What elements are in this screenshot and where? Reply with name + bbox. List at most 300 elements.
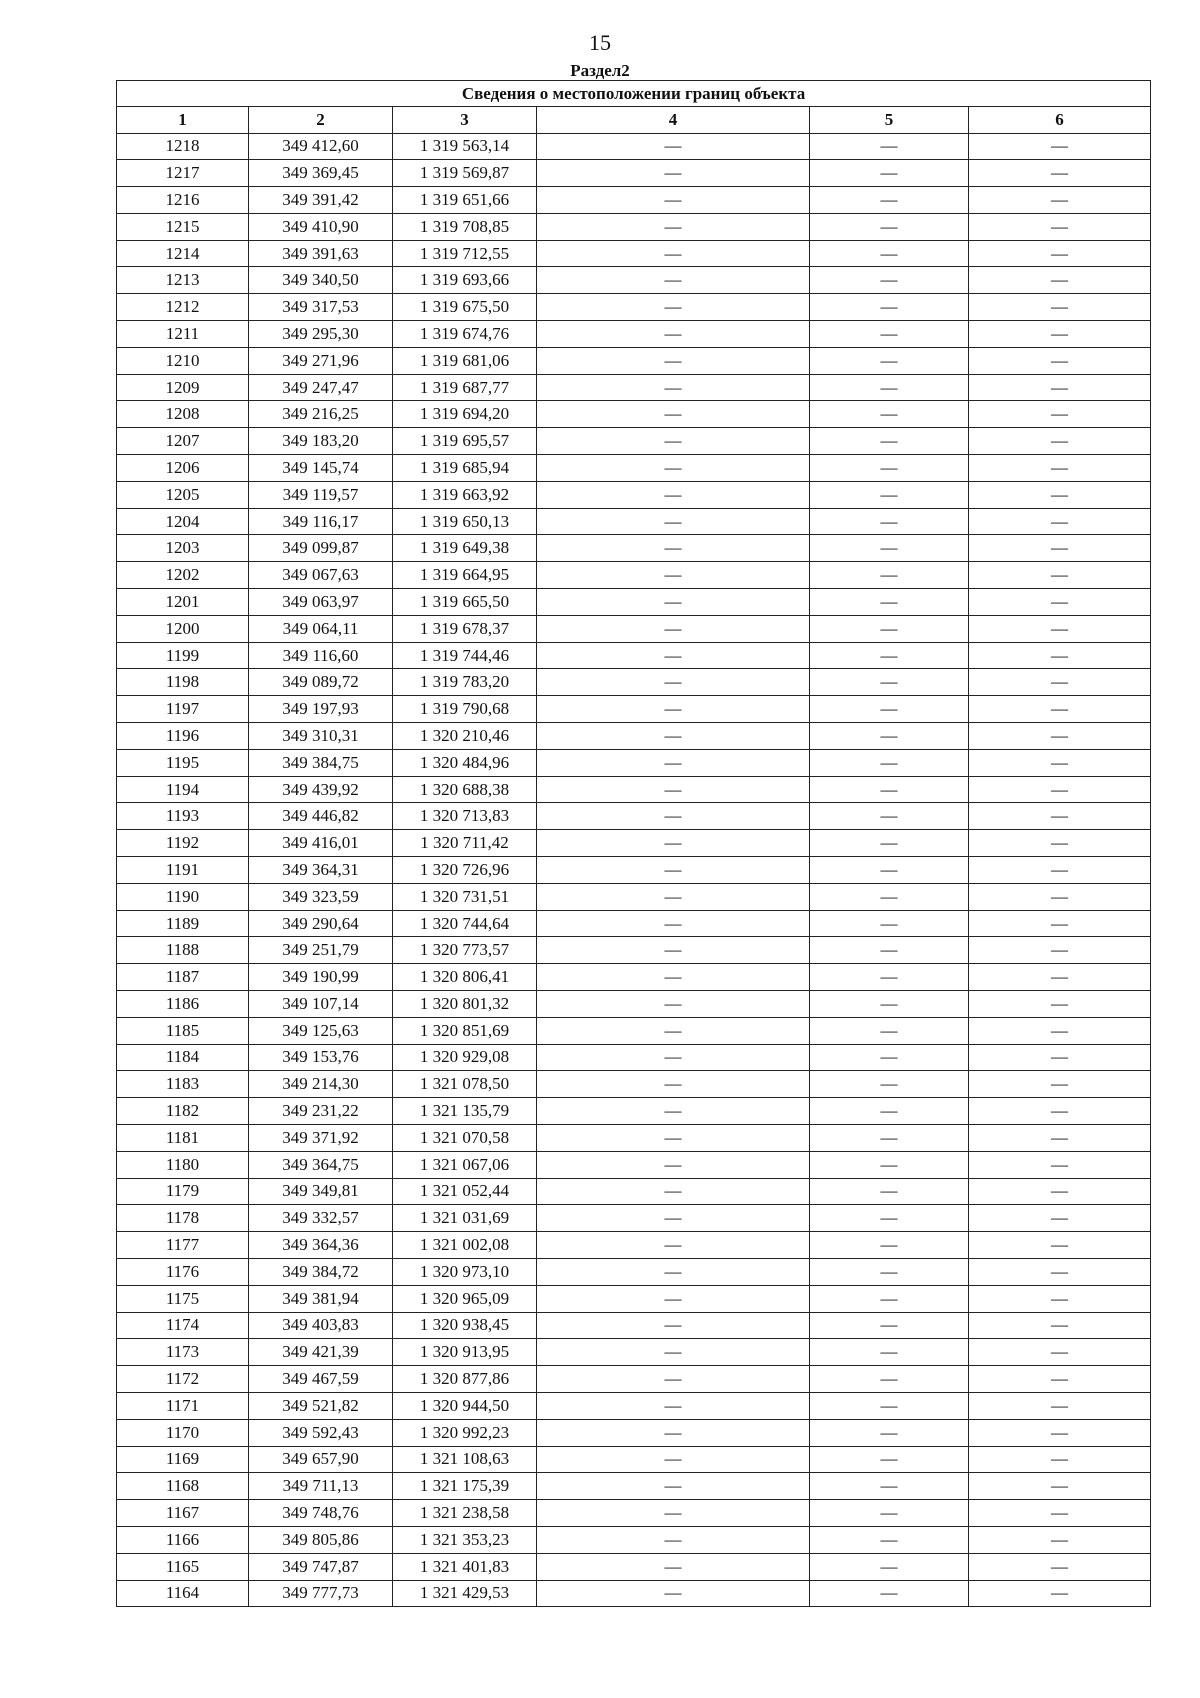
coordinate-x-cell: 349 467,59	[249, 1366, 393, 1393]
coordinate-x-cell: 349 349,81	[249, 1178, 393, 1205]
column-5-value-cell: —	[810, 481, 969, 508]
table-row	[117, 321, 1151, 348]
column-4-value-cell: —	[537, 1312, 810, 1339]
column-4-value-cell: —	[537, 1580, 810, 1607]
page-number: 15	[589, 30, 611, 55]
column-6-value-cell: —	[969, 1312, 1151, 1339]
coordinate-y-cell: 1 320 484,96	[393, 749, 537, 776]
table-row	[117, 589, 1151, 616]
column-4-value-cell: —	[537, 589, 810, 616]
column-5-value-cell: —	[810, 1312, 969, 1339]
column-6-value-cell: —	[969, 857, 1151, 884]
column-5-value-cell: —	[810, 723, 969, 750]
column-4-value-cell: —	[537, 1339, 810, 1366]
table-row	[117, 374, 1151, 401]
column-6-value-cell: —	[969, 160, 1151, 187]
coordinate-y-cell: 1 321 135,79	[393, 1098, 537, 1125]
column-4-value-cell: —	[537, 857, 810, 884]
column-5-value-cell: —	[810, 1392, 969, 1419]
point-number-cell: 1177	[117, 1232, 249, 1259]
coordinate-x-cell: 349 251,79	[249, 937, 393, 964]
coordinate-y-cell: 1 319 694,20	[393, 401, 537, 428]
column-6-value-cell: —	[969, 508, 1151, 535]
table-row	[117, 1232, 1151, 1259]
coordinate-x-cell: 349 421,39	[249, 1339, 393, 1366]
point-number-cell: 1198	[117, 669, 249, 696]
coordinate-x-cell: 349 153,76	[249, 1044, 393, 1071]
column-5-value-cell: —	[810, 857, 969, 884]
column-4-value-cell: —	[537, 455, 810, 482]
table-row	[117, 1071, 1151, 1098]
column-5-value-cell: —	[810, 160, 969, 187]
column-6-value-cell: —	[969, 267, 1151, 294]
column-4-value-cell: —	[537, 1473, 810, 1500]
table-row	[117, 803, 1151, 830]
table-row	[117, 1151, 1151, 1178]
coordinate-x-cell: 349 384,75	[249, 749, 393, 776]
coordinate-x-cell: 349 125,63	[249, 1017, 393, 1044]
coordinate-y-cell: 1 320 210,46	[393, 723, 537, 750]
column-4-value-cell: —	[537, 187, 810, 214]
point-number-cell: 1215	[117, 213, 249, 240]
column-header-3: 3	[393, 107, 537, 134]
point-number-cell: 1208	[117, 401, 249, 428]
column-5-value-cell: —	[810, 133, 969, 160]
column-6-value-cell: —	[969, 937, 1151, 964]
column-6-value-cell: —	[969, 321, 1151, 348]
column-6-value-cell: —	[969, 1205, 1151, 1232]
table-row	[117, 1366, 1151, 1393]
coordinate-x-cell: 349 384,72	[249, 1258, 393, 1285]
column-5-value-cell: —	[810, 1205, 969, 1232]
column-5-value-cell: —	[810, 401, 969, 428]
column-header-2: 2	[249, 107, 393, 134]
column-4-value-cell: —	[537, 133, 810, 160]
coordinate-y-cell: 1 321 002,08	[393, 1232, 537, 1259]
coordinate-x-cell: 349 403,83	[249, 1312, 393, 1339]
column-5-value-cell: —	[810, 991, 969, 1018]
coordinate-y-cell: 1 320 773,57	[393, 937, 537, 964]
table-row	[117, 1178, 1151, 1205]
coordinate-y-cell: 1 321 052,44	[393, 1178, 537, 1205]
column-5-value-cell: —	[810, 1339, 969, 1366]
column-5-value-cell: —	[810, 615, 969, 642]
column-6-value-cell: —	[969, 1151, 1151, 1178]
coordinate-x-cell: 349 214,30	[249, 1071, 393, 1098]
coordinate-x-cell: 349 416,01	[249, 830, 393, 857]
point-number-cell: 1179	[117, 1178, 249, 1205]
column-5-value-cell: —	[810, 1366, 969, 1393]
column-6-value-cell: —	[969, 213, 1151, 240]
point-number-cell: 1207	[117, 428, 249, 455]
column-5-value-cell: —	[810, 1098, 969, 1125]
point-number-cell: 1187	[117, 964, 249, 991]
column-header-1: 1	[117, 107, 249, 134]
column-5-value-cell: —	[810, 1553, 969, 1580]
point-number-cell: 1200	[117, 615, 249, 642]
column-6-value-cell: —	[969, 803, 1151, 830]
point-number-cell: 1175	[117, 1285, 249, 1312]
column-5-value-cell: —	[810, 910, 969, 937]
column-6-value-cell: —	[969, 401, 1151, 428]
point-number-cell: 1194	[117, 776, 249, 803]
table-row	[117, 508, 1151, 535]
column-4-value-cell: —	[537, 1258, 810, 1285]
table-row	[117, 1017, 1151, 1044]
column-4-value-cell: —	[537, 1500, 810, 1527]
point-number-cell: 1211	[117, 321, 249, 348]
column-4-value-cell: —	[537, 883, 810, 910]
column-5-value-cell: —	[810, 642, 969, 669]
coordinate-y-cell: 1 320 944,50	[393, 1392, 537, 1419]
column-6-value-cell: —	[969, 696, 1151, 723]
column-5-value-cell: —	[810, 669, 969, 696]
coordinate-x-cell: 349 391,63	[249, 240, 393, 267]
table-row	[117, 455, 1151, 482]
column-6-value-cell: —	[969, 1392, 1151, 1419]
column-6-value-cell: —	[969, 347, 1151, 374]
column-5-value-cell: —	[810, 1580, 969, 1607]
point-number-cell: 1166	[117, 1526, 249, 1553]
coordinate-y-cell: 1 320 929,08	[393, 1044, 537, 1071]
column-6-value-cell: —	[969, 481, 1151, 508]
point-number-cell: 1201	[117, 589, 249, 616]
table-row	[117, 1419, 1151, 1446]
column-header-4: 4	[537, 107, 810, 134]
coordinate-x-cell: 349 295,30	[249, 321, 393, 348]
column-4-value-cell: —	[537, 374, 810, 401]
coordinate-y-cell: 1 321 078,50	[393, 1071, 537, 1098]
column-5-value-cell: —	[810, 803, 969, 830]
column-6-value-cell: —	[969, 669, 1151, 696]
coordinate-x-cell: 349 190,99	[249, 964, 393, 991]
column-5-value-cell: —	[810, 696, 969, 723]
column-4-value-cell: —	[537, 615, 810, 642]
coordinate-x-cell: 349 107,14	[249, 991, 393, 1018]
column-4-value-cell: —	[537, 830, 810, 857]
column-6-value-cell: —	[969, 1580, 1151, 1607]
column-6-value-cell: —	[969, 776, 1151, 803]
table-row	[117, 776, 1151, 803]
point-number-cell: 1168	[117, 1473, 249, 1500]
point-number-cell: 1196	[117, 723, 249, 750]
column-6-value-cell: —	[969, 615, 1151, 642]
column-4-value-cell: —	[537, 321, 810, 348]
coordinate-x-cell: 349 216,25	[249, 401, 393, 428]
coordinate-y-cell: 1 321 031,69	[393, 1205, 537, 1232]
coordinate-x-cell: 349 231,22	[249, 1098, 393, 1125]
coordinate-y-cell: 1 319 687,77	[393, 374, 537, 401]
column-6-value-cell: —	[969, 991, 1151, 1018]
coordinate-x-cell: 349 364,31	[249, 857, 393, 884]
coordinate-x-cell: 349 592,43	[249, 1419, 393, 1446]
column-4-value-cell: —	[537, 1446, 810, 1473]
column-4-value-cell: —	[537, 1419, 810, 1446]
point-number-cell: 1214	[117, 240, 249, 267]
column-4-value-cell: —	[537, 991, 810, 1018]
point-number-cell: 1185	[117, 1017, 249, 1044]
column-6-value-cell: —	[969, 1285, 1151, 1312]
column-5-value-cell: —	[810, 1473, 969, 1500]
column-5-value-cell: —	[810, 1124, 969, 1151]
column-5-value-cell: —	[810, 1258, 969, 1285]
coordinate-x-cell: 349 099,87	[249, 535, 393, 562]
coordinate-x-cell: 349 371,92	[249, 1124, 393, 1151]
point-number-cell: 1174	[117, 1312, 249, 1339]
table-row	[117, 401, 1151, 428]
column-6-value-cell: —	[969, 1500, 1151, 1527]
column-6-value-cell: —	[969, 455, 1151, 482]
column-4-value-cell: —	[537, 964, 810, 991]
point-number-cell: 1216	[117, 187, 249, 214]
coordinate-x-cell: 349 290,64	[249, 910, 393, 937]
column-4-value-cell: —	[537, 1098, 810, 1125]
column-4-value-cell: —	[537, 347, 810, 374]
point-number-cell: 1210	[117, 347, 249, 374]
coordinate-y-cell: 1 320 688,38	[393, 776, 537, 803]
column-5-value-cell: —	[810, 776, 969, 803]
table-row	[117, 1446, 1151, 1473]
point-number-cell: 1164	[117, 1580, 249, 1607]
column-6-value-cell: —	[969, 1098, 1151, 1125]
column-6-value-cell: —	[969, 1178, 1151, 1205]
table-row	[117, 696, 1151, 723]
table-row	[117, 294, 1151, 321]
column-5-value-cell: —	[810, 1500, 969, 1527]
column-6-value-cell: —	[969, 964, 1151, 991]
point-number-cell: 1204	[117, 508, 249, 535]
point-number-cell: 1191	[117, 857, 249, 884]
column-4-value-cell: —	[537, 642, 810, 669]
column-6-value-cell: —	[969, 1232, 1151, 1259]
table-row	[117, 1580, 1151, 1607]
coordinate-x-cell: 349 364,36	[249, 1232, 393, 1259]
table-row	[117, 187, 1151, 214]
coordinate-y-cell: 1 319 674,76	[393, 321, 537, 348]
coordinate-y-cell: 1 321 353,23	[393, 1526, 537, 1553]
column-6-value-cell: —	[969, 133, 1151, 160]
column-4-value-cell: —	[537, 1151, 810, 1178]
point-number-cell: 1193	[117, 803, 249, 830]
column-6-value-cell: —	[969, 830, 1151, 857]
coordinate-x-cell: 349 446,82	[249, 803, 393, 830]
table-row	[117, 1312, 1151, 1339]
column-5-value-cell: —	[810, 1232, 969, 1259]
column-4-value-cell: —	[537, 267, 810, 294]
coordinate-x-cell: 349 116,17	[249, 508, 393, 535]
coordinate-y-cell: 1 320 913,95	[393, 1339, 537, 1366]
point-number-cell: 1212	[117, 294, 249, 321]
coordinate-x-cell: 349 410,90	[249, 213, 393, 240]
coordinate-y-cell: 1 320 965,09	[393, 1285, 537, 1312]
coordinate-x-cell: 349 063,97	[249, 589, 393, 616]
coordinate-x-cell: 349 145,74	[249, 455, 393, 482]
column-4-value-cell: —	[537, 562, 810, 589]
coordinate-x-cell: 349 317,53	[249, 294, 393, 321]
column-5-value-cell: —	[810, 830, 969, 857]
column-5-value-cell: —	[810, 240, 969, 267]
coordinate-x-cell: 349 064,11	[249, 615, 393, 642]
coordinate-x-cell: 349 332,57	[249, 1205, 393, 1232]
coordinate-x-cell: 349 340,50	[249, 267, 393, 294]
point-number-cell: 1206	[117, 455, 249, 482]
coordinate-x-cell: 349 805,86	[249, 1526, 393, 1553]
point-number-cell: 1181	[117, 1124, 249, 1151]
coordinate-y-cell: 1 320 877,86	[393, 1366, 537, 1393]
column-6-value-cell: —	[969, 1044, 1151, 1071]
coordinate-y-cell: 1 319 744,46	[393, 642, 537, 669]
column-6-value-cell: —	[969, 294, 1151, 321]
column-5-value-cell: —	[810, 589, 969, 616]
table-body	[117, 133, 1151, 1607]
column-4-value-cell: —	[537, 294, 810, 321]
column-4-value-cell: —	[537, 1232, 810, 1259]
column-6-value-cell: —	[969, 589, 1151, 616]
column-4-value-cell: —	[537, 1392, 810, 1419]
coordinate-x-cell: 349 183,20	[249, 428, 393, 455]
column-4-value-cell: —	[537, 723, 810, 750]
table-caption-row	[117, 81, 1151, 107]
table-row	[117, 857, 1151, 884]
column-4-value-cell: —	[537, 1124, 810, 1151]
point-number-cell: 1176	[117, 1258, 249, 1285]
column-5-value-cell: —	[810, 347, 969, 374]
coordinate-y-cell: 1 319 790,68	[393, 696, 537, 723]
coordinate-y-cell: 1 320 713,83	[393, 803, 537, 830]
column-6-value-cell: —	[969, 1553, 1151, 1580]
column-6-value-cell: —	[969, 1366, 1151, 1393]
table-row	[117, 267, 1151, 294]
column-5-value-cell: —	[810, 267, 969, 294]
coordinate-y-cell: 1 321 429,53	[393, 1580, 537, 1607]
point-number-cell: 1195	[117, 749, 249, 776]
column-4-value-cell: —	[537, 1285, 810, 1312]
column-4-value-cell: —	[537, 1526, 810, 1553]
column-6-value-cell: —	[969, 428, 1151, 455]
point-number-cell: 1184	[117, 1044, 249, 1071]
table-row	[117, 1339, 1151, 1366]
table-row	[117, 1098, 1151, 1125]
point-number-cell: 1170	[117, 1419, 249, 1446]
coordinate-y-cell: 1 319 783,20	[393, 669, 537, 696]
column-6-value-cell: —	[969, 1017, 1151, 1044]
coordinate-x-cell: 349 439,92	[249, 776, 393, 803]
coordinate-y-cell: 1 319 563,14	[393, 133, 537, 160]
column-6-value-cell: —	[969, 1124, 1151, 1151]
column-4-value-cell: —	[537, 1178, 810, 1205]
column-4-value-cell: —	[537, 1205, 810, 1232]
point-number-cell: 1167	[117, 1500, 249, 1527]
column-5-value-cell: —	[810, 1419, 969, 1446]
coordinate-x-cell: 349 197,93	[249, 696, 393, 723]
point-number-cell: 1217	[117, 160, 249, 187]
coordinate-y-cell: 1 320 744,64	[393, 910, 537, 937]
point-number-cell: 1188	[117, 937, 249, 964]
column-5-value-cell: —	[810, 1285, 969, 1312]
column-4-value-cell: —	[537, 749, 810, 776]
column-5-value-cell: —	[810, 562, 969, 589]
column-4-value-cell: —	[537, 776, 810, 803]
table-row	[117, 615, 1151, 642]
column-4-value-cell: —	[537, 481, 810, 508]
table-row	[117, 1526, 1151, 1553]
point-number-cell: 1205	[117, 481, 249, 508]
column-6-value-cell: —	[969, 1419, 1151, 1446]
column-4-value-cell: —	[537, 1017, 810, 1044]
table-row	[117, 1124, 1151, 1151]
column-6-value-cell: —	[969, 723, 1151, 750]
point-number-cell: 1178	[117, 1205, 249, 1232]
column-4-value-cell: —	[537, 696, 810, 723]
coordinate-y-cell: 1 320 938,45	[393, 1312, 537, 1339]
section-title: Раздел2	[570, 61, 630, 80]
point-number-cell: 1182	[117, 1098, 249, 1125]
column-6-value-cell: —	[969, 535, 1151, 562]
column-6-value-cell: —	[969, 910, 1151, 937]
column-4-value-cell: —	[537, 401, 810, 428]
table-row	[117, 830, 1151, 857]
coordinate-x-cell: 349 777,73	[249, 1580, 393, 1607]
column-header-5: 5	[810, 107, 969, 134]
point-number-cell: 1202	[117, 562, 249, 589]
coordinate-y-cell: 1 319 650,13	[393, 508, 537, 535]
coordinate-y-cell: 1 321 067,06	[393, 1151, 537, 1178]
table-row	[117, 883, 1151, 910]
column-5-value-cell: —	[810, 321, 969, 348]
column-5-value-cell: —	[810, 455, 969, 482]
table-row	[117, 1500, 1151, 1527]
column-5-value-cell: —	[810, 1446, 969, 1473]
table-row	[117, 1258, 1151, 1285]
coordinate-x-cell: 349 369,45	[249, 160, 393, 187]
column-4-value-cell: —	[537, 1553, 810, 1580]
column-4-value-cell: —	[537, 508, 810, 535]
coordinate-y-cell: 1 319 708,85	[393, 213, 537, 240]
table-row	[117, 562, 1151, 589]
column-4-value-cell: —	[537, 160, 810, 187]
coordinate-x-cell: 349 747,87	[249, 1553, 393, 1580]
table-row	[117, 964, 1151, 991]
column-6-value-cell: —	[969, 374, 1151, 401]
column-5-value-cell: —	[810, 1071, 969, 1098]
table-row	[117, 1473, 1151, 1500]
coordinate-y-cell: 1 321 238,58	[393, 1500, 537, 1527]
column-6-value-cell: —	[969, 749, 1151, 776]
table-row	[117, 133, 1151, 160]
coordinate-y-cell: 1 319 695,57	[393, 428, 537, 455]
point-number-cell: 1190	[117, 883, 249, 910]
point-number-cell: 1189	[117, 910, 249, 937]
column-5-value-cell: —	[810, 374, 969, 401]
column-4-value-cell: —	[537, 669, 810, 696]
column-4-value-cell: —	[537, 1366, 810, 1393]
column-4-value-cell: —	[537, 213, 810, 240]
column-5-value-cell: —	[810, 213, 969, 240]
coordinate-y-cell: 1 319 678,37	[393, 615, 537, 642]
coordinate-x-cell: 349 089,72	[249, 669, 393, 696]
coordinate-y-cell: 1 320 851,69	[393, 1017, 537, 1044]
coordinate-y-cell: 1 320 726,96	[393, 857, 537, 884]
coordinate-x-cell: 349 247,47	[249, 374, 393, 401]
column-6-value-cell: —	[969, 1473, 1151, 1500]
coordinate-y-cell: 1 319 685,94	[393, 455, 537, 482]
coordinate-y-cell: 1 320 801,32	[393, 991, 537, 1018]
coordinate-x-cell: 349 412,60	[249, 133, 393, 160]
column-5-value-cell: —	[810, 535, 969, 562]
column-4-value-cell: —	[537, 240, 810, 267]
column-5-value-cell: —	[810, 1178, 969, 1205]
table-row	[117, 347, 1151, 374]
